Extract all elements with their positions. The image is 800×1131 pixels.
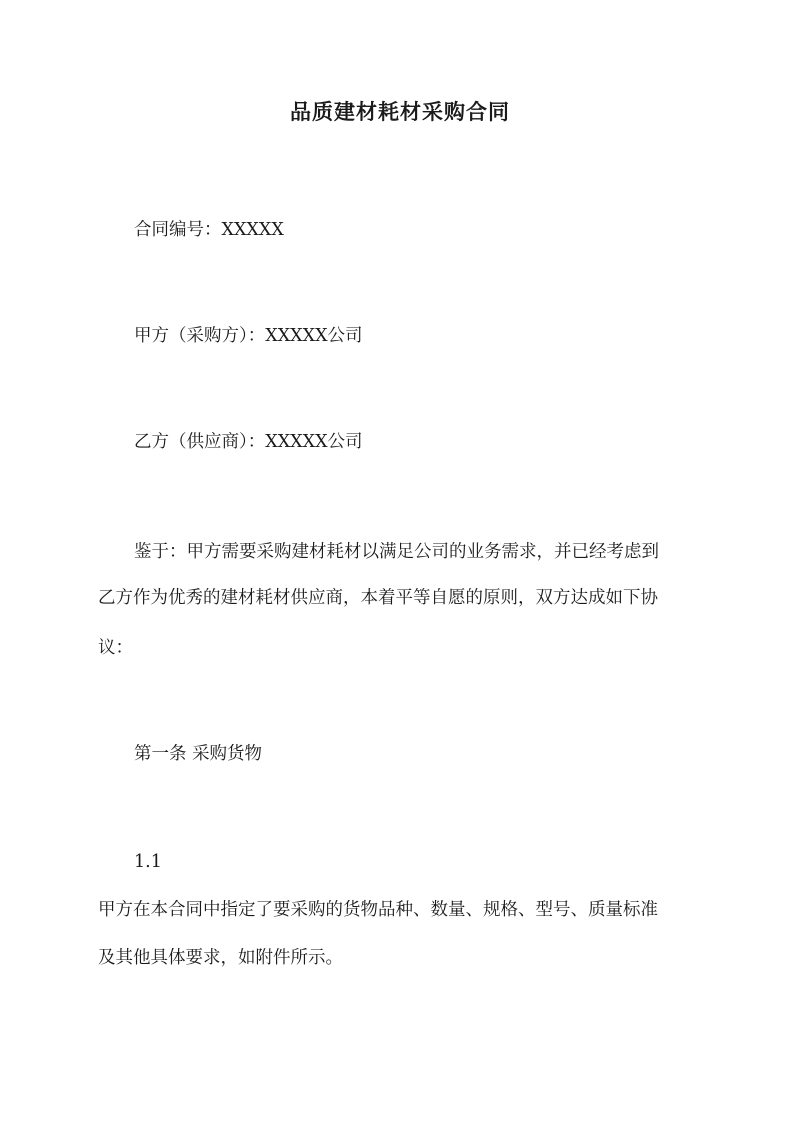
section-1-1-line-2: 及其他具体要求，如附件所示。 [98, 948, 343, 968]
document-title: 品质建材耗材采购合同 [290, 99, 510, 124]
section-1-1-number: 1.1 [134, 852, 162, 872]
article-1-heading: 第一条 采购货物 [134, 744, 263, 764]
section-1-1-line-1: 甲方在本合同中指定了要采购的货物品种、数量、规格、型号、质量标准 [98, 900, 658, 920]
party-b: 乙方（供应商）：XXXXX公司 [134, 432, 363, 452]
contract-number: 合同编号：XXXXX [134, 220, 284, 240]
party-a: 甲方（采购方）：XXXXX公司 [134, 326, 363, 346]
recital-line-1: 鉴于：甲方需要采购建材耗材以满足公司的业务需求，并已经考虑到 [134, 542, 659, 562]
recital-line-3: 议： [98, 638, 133, 658]
recital-line-2: 乙方作为优秀的建材耗材供应商，本着平等自愿的原则，双方达成如下协 [98, 588, 658, 608]
